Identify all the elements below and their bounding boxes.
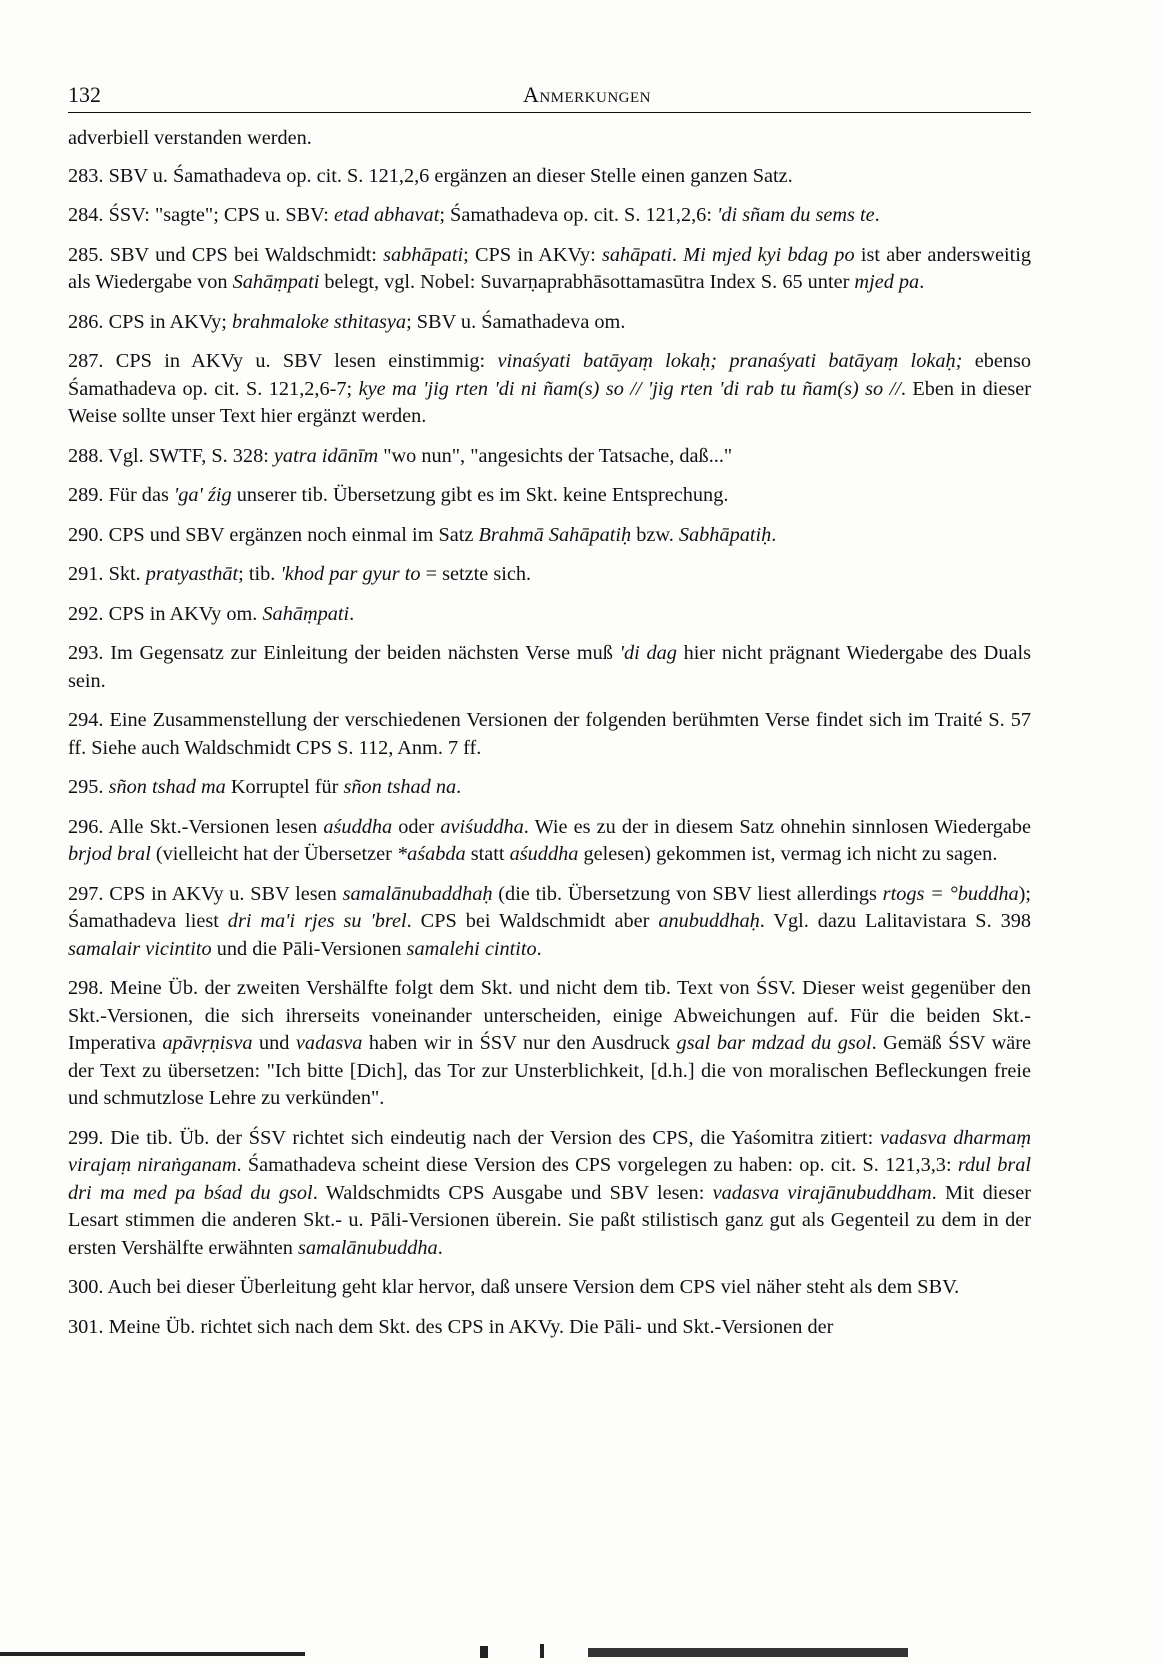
note-294: [68, 707, 1031, 762]
text-segment: ); Śamathadeva liest: [68, 882, 1031, 932]
text-segment: 300. Auch bei dieser Überleitung geht klar hervor, daß unsere Version dem CPS viel näher steht als dem SBV.: [68, 1276, 960, 1298]
text-segment: . Gemäß ŚSV wäre der Text zu übersetzen: "Ich bitte [Dich], das Tor zur Unsterblichkeit, [d.h.] die von moralischen Befleckungen freie und schmutzlose Lehre zu verkünden".: [68, 1032, 1031, 1109]
text-segment: statt: [465, 843, 510, 865]
running-header: [68, 82, 1031, 113]
italic-term: rdul bral dri ma med pa bśad du gsol: [68, 1154, 1031, 1204]
text-segment: . Mit dieser Lesart stimmen die anderen Skt.- u. Pāli-Versionen überein. Sie paßt stilistisch ganz gut als Gegenteil zu dem in der ersten Vershälfte erwähnten: [68, 1181, 1031, 1259]
italic-term: mjed pa: [854, 271, 920, 293]
note-284: [68, 202, 1031, 230]
italic-term: vinaśyati batāyaṃ lokaḥ; pranaśyati batāyaṃ lokaḥ;: [497, 350, 963, 372]
italic-term: brahmaloke sthitasya: [231, 310, 407, 333]
text-segment: .: [771, 523, 777, 546]
note-299: [68, 1125, 1031, 1263]
italic-term: etad abhavat: [334, 204, 440, 226]
text-segment: .: [874, 204, 880, 226]
note-291: [68, 561, 1031, 589]
note-292: [68, 601, 1031, 629]
page-number: 132: [68, 82, 101, 107]
text-segment: 287. CPS in AKVy u. SBV lesen einstimmig:: [68, 350, 498, 372]
text-segment: 297. CPS in AKVy u. SBV lesen: [68, 882, 343, 905]
text-segment: ; Śamathadeva op. cit. S. 121,2,6:: [439, 204, 718, 226]
italic-term: sabhāpati: [383, 243, 464, 266]
text-segment: .: [437, 1236, 443, 1259]
text-segment: "wo nun", "angesichts der Tatsache, daß...": [378, 444, 733, 467]
note-287: [68, 348, 1031, 431]
note-288: [68, 443, 1031, 471]
text-segment: belegt, vgl. Nobel: Suvarṇaprabhāsottamasūtra Index S. 65 unter: [319, 271, 855, 293]
italic-term: Sahāṃpati: [262, 602, 350, 625]
italic-term: pratyasthāt: [145, 563, 239, 585]
continued-paragraph: [68, 125, 1031, 153]
text-segment: 292. CPS in AKVy om.: [68, 602, 263, 625]
italic-term: Sahāṃpati: [232, 271, 320, 293]
text-segment: adverbiell verstanden werden.: [68, 127, 312, 149]
italic-term: aśuddha: [323, 815, 393, 838]
text-segment: Korruptel für: [225, 776, 344, 798]
scan-artifact: [588, 1648, 908, 1657]
text-segment: 283. SBV u. Śamathadeva op. cit. S. 121,2,6 ergänzen an dieser Stelle einen ganzen Satz.: [68, 164, 793, 187]
italic-term: 'di dag: [619, 642, 677, 664]
text-segment: ; CPS in AKVy:: [463, 243, 602, 266]
text-segment: . Śamathadeva scheint diese Version des CPS vorgelegen zu haben: op. cit. S. 121,3,3:: [236, 1154, 958, 1176]
text-segment: 301. Meine Üb. richtet sich nach dem Skt. des CPS in AKVy. Die Pāli- und Skt.-Versionen der: [68, 1315, 834, 1338]
italic-term: anubuddhaḥ: [658, 910, 760, 932]
italic-term: Sabhāpatiḥ: [678, 523, 772, 546]
notes-body: [68, 125, 1031, 1341]
italic-term: rtogs = °buddha: [882, 882, 1019, 905]
text-segment: .: [919, 271, 925, 293]
note-298: [68, 975, 1031, 1113]
italic-term: gsal bar mdzad du gsol: [676, 1032, 872, 1054]
italic-term: samalānubuddha: [297, 1236, 438, 1259]
note-290: [68, 522, 1031, 550]
text-segment: 290. CPS und SBV ergänzen noch einmal im Satz: [68, 523, 479, 546]
italic-term: brjod bral: [68, 843, 151, 865]
italic-term: *aśabda: [396, 843, 466, 865]
text-segment: 298. Meine Üb. der zweiten Vershälfte folgt dem Skt. und nicht dem tib. Text von ŚSV. Dieser weist gegenüber den Skt.-Versionen, die sich ihrerseits voneinander unterscheiden, einige Abweichungen auf. Für die beiden Skt.-Imperativa: [68, 977, 1031, 1054]
text-segment: gelesen) gekommen ist, vermag ich nicht zu sagen.: [578, 843, 998, 865]
italic-term: dri ma'i rjes su 'brel: [227, 910, 407, 932]
text-segment: und die Pāli-Versionen: [211, 937, 407, 960]
text-segment: 296. Alle Skt.-Versionen lesen: [68, 815, 324, 838]
text-segment: ; tib.: [238, 563, 281, 585]
text-segment: . Wie es zu der in diesem Satz ohnehin sinnlosen Wiedergabe: [523, 815, 1031, 838]
text-segment: oder: [392, 815, 441, 838]
italic-term: 'khod par gyur to: [280, 563, 421, 585]
text-segment: unserer tib. Übersetzung gibt es im Skt. keine Entsprechung.: [231, 484, 729, 506]
text-segment: .: [671, 243, 684, 266]
text-segment: 286. CPS in AKVy;: [68, 310, 232, 333]
scan-artifact: [0, 1652, 305, 1656]
text-segment: . CPS bei Waldschmidt aber: [406, 910, 659, 932]
italic-term: vadasva: [295, 1032, 363, 1054]
italic-term: apāvṛṇisva: [162, 1032, 253, 1054]
note-289: [68, 482, 1031, 510]
text-segment: 288. Vgl. SWTF, S. 328:: [68, 444, 274, 467]
text-segment: . Eben in dieser Weise sollte unser Text hier ergänzt werden.: [68, 377, 1032, 427]
italic-term: sñon tshad na: [343, 776, 457, 798]
text-segment: 299. Die tib. Üb. der ŚSV richtet sich eindeutig nach der Version des CPS, die Yaśomitra zitiert:: [68, 1126, 881, 1149]
text-segment: . Waldschmidts CPS Ausgabe und SBV lesen:: [312, 1181, 713, 1204]
text-segment: .: [456, 776, 462, 798]
text-segment: (vielleicht hat der Übersetzer: [150, 843, 397, 865]
text-segment: und: [252, 1032, 296, 1054]
text-segment: 295.: [68, 776, 109, 798]
note-283: [68, 163, 1031, 191]
italic-term: aviśuddha: [440, 815, 524, 838]
note-300: [68, 1274, 1031, 1302]
italic-term: kye ma 'jig rten 'di ni ñam(s) so // 'jig rten 'di rab tu ñam(s) so //: [358, 377, 901, 400]
text-segment: hier nicht prägnant Wiedergabe des Duals sein.: [68, 642, 1031, 692]
text-segment: 293. Im Gegensatz zur Einleitung der beiden nächsten Verse muß: [68, 642, 620, 664]
italic-term: samalānubaddhaḥ: [342, 882, 493, 905]
scan-artifact: [540, 1644, 544, 1658]
text-segment: (die tib. Übersetzung von SBV liest allerdings: [492, 882, 883, 905]
italic-term: sñon tshad ma: [108, 776, 226, 798]
text-segment: ebenso Śamathadeva op. cit. S. 121,2,6-7;: [68, 350, 1032, 400]
note-295: [68, 774, 1031, 802]
note-293: [68, 640, 1031, 695]
note-296: [68, 814, 1031, 869]
page: [68, 82, 1031, 1353]
italic-term: yatra idānīm: [273, 444, 379, 467]
text-segment: .: [536, 937, 542, 960]
text-segment: 291. Skt.: [68, 563, 146, 585]
scan-artifact: [480, 1646, 488, 1658]
text-segment: 285. SBV und CPS bei Waldschmidt:: [68, 243, 384, 266]
italic-term: 'ga' źig: [173, 484, 232, 506]
italic-term: vadasva virajānubuddham: [712, 1181, 932, 1204]
text-segment: ist aber andersweitig als Wiedergabe von: [68, 243, 1032, 293]
note-285: [68, 242, 1031, 297]
text-segment: bzw.: [631, 523, 679, 546]
text-segment: .: [349, 602, 355, 625]
note-301: [68, 1314, 1031, 1342]
italic-term: Brahmā Sahāpatiḥ: [478, 523, 632, 546]
text-segment: 289. Für das: [68, 484, 174, 506]
italic-term: sahāpati: [601, 243, 672, 266]
text-segment: haben wir in ŚSV nur den Ausdruck: [362, 1032, 677, 1054]
text-segment: = setzte sich.: [420, 563, 532, 585]
note-286: [68, 309, 1031, 337]
italic-term: samalehi cintito: [406, 937, 537, 960]
italic-term: aśuddha: [509, 843, 579, 865]
italic-term: Mi mjed kyi bdag po: [683, 243, 855, 266]
note-297: [68, 881, 1031, 964]
text-segment: 284. ŚSV: "sagte"; CPS u. SBV:: [68, 204, 334, 226]
text-segment: . Vgl. dazu Lalitavistara S. 398: [759, 910, 1032, 932]
running-title: Anmerkungen: [522, 82, 651, 107]
text-segment: ; SBV u. Śamathadeva om.: [406, 310, 626, 333]
italic-term: samalair vicintito: [68, 937, 212, 960]
scan-edge-artifacts: [0, 1640, 1163, 1665]
italic-term: 'di sñam du sems te: [717, 204, 875, 226]
text-segment: 294. Eine Zusammenstellung der verschiedenen Versionen der folgenden berühmten Verse findet sich im Traité S. 57 ff. Siehe auch Waldschmidt CPS S. 112, Anm. 7 ff.: [68, 709, 1031, 759]
italic-term: vadasva dharmaṃ virajaṃ niraṅganam: [68, 1126, 1031, 1176]
